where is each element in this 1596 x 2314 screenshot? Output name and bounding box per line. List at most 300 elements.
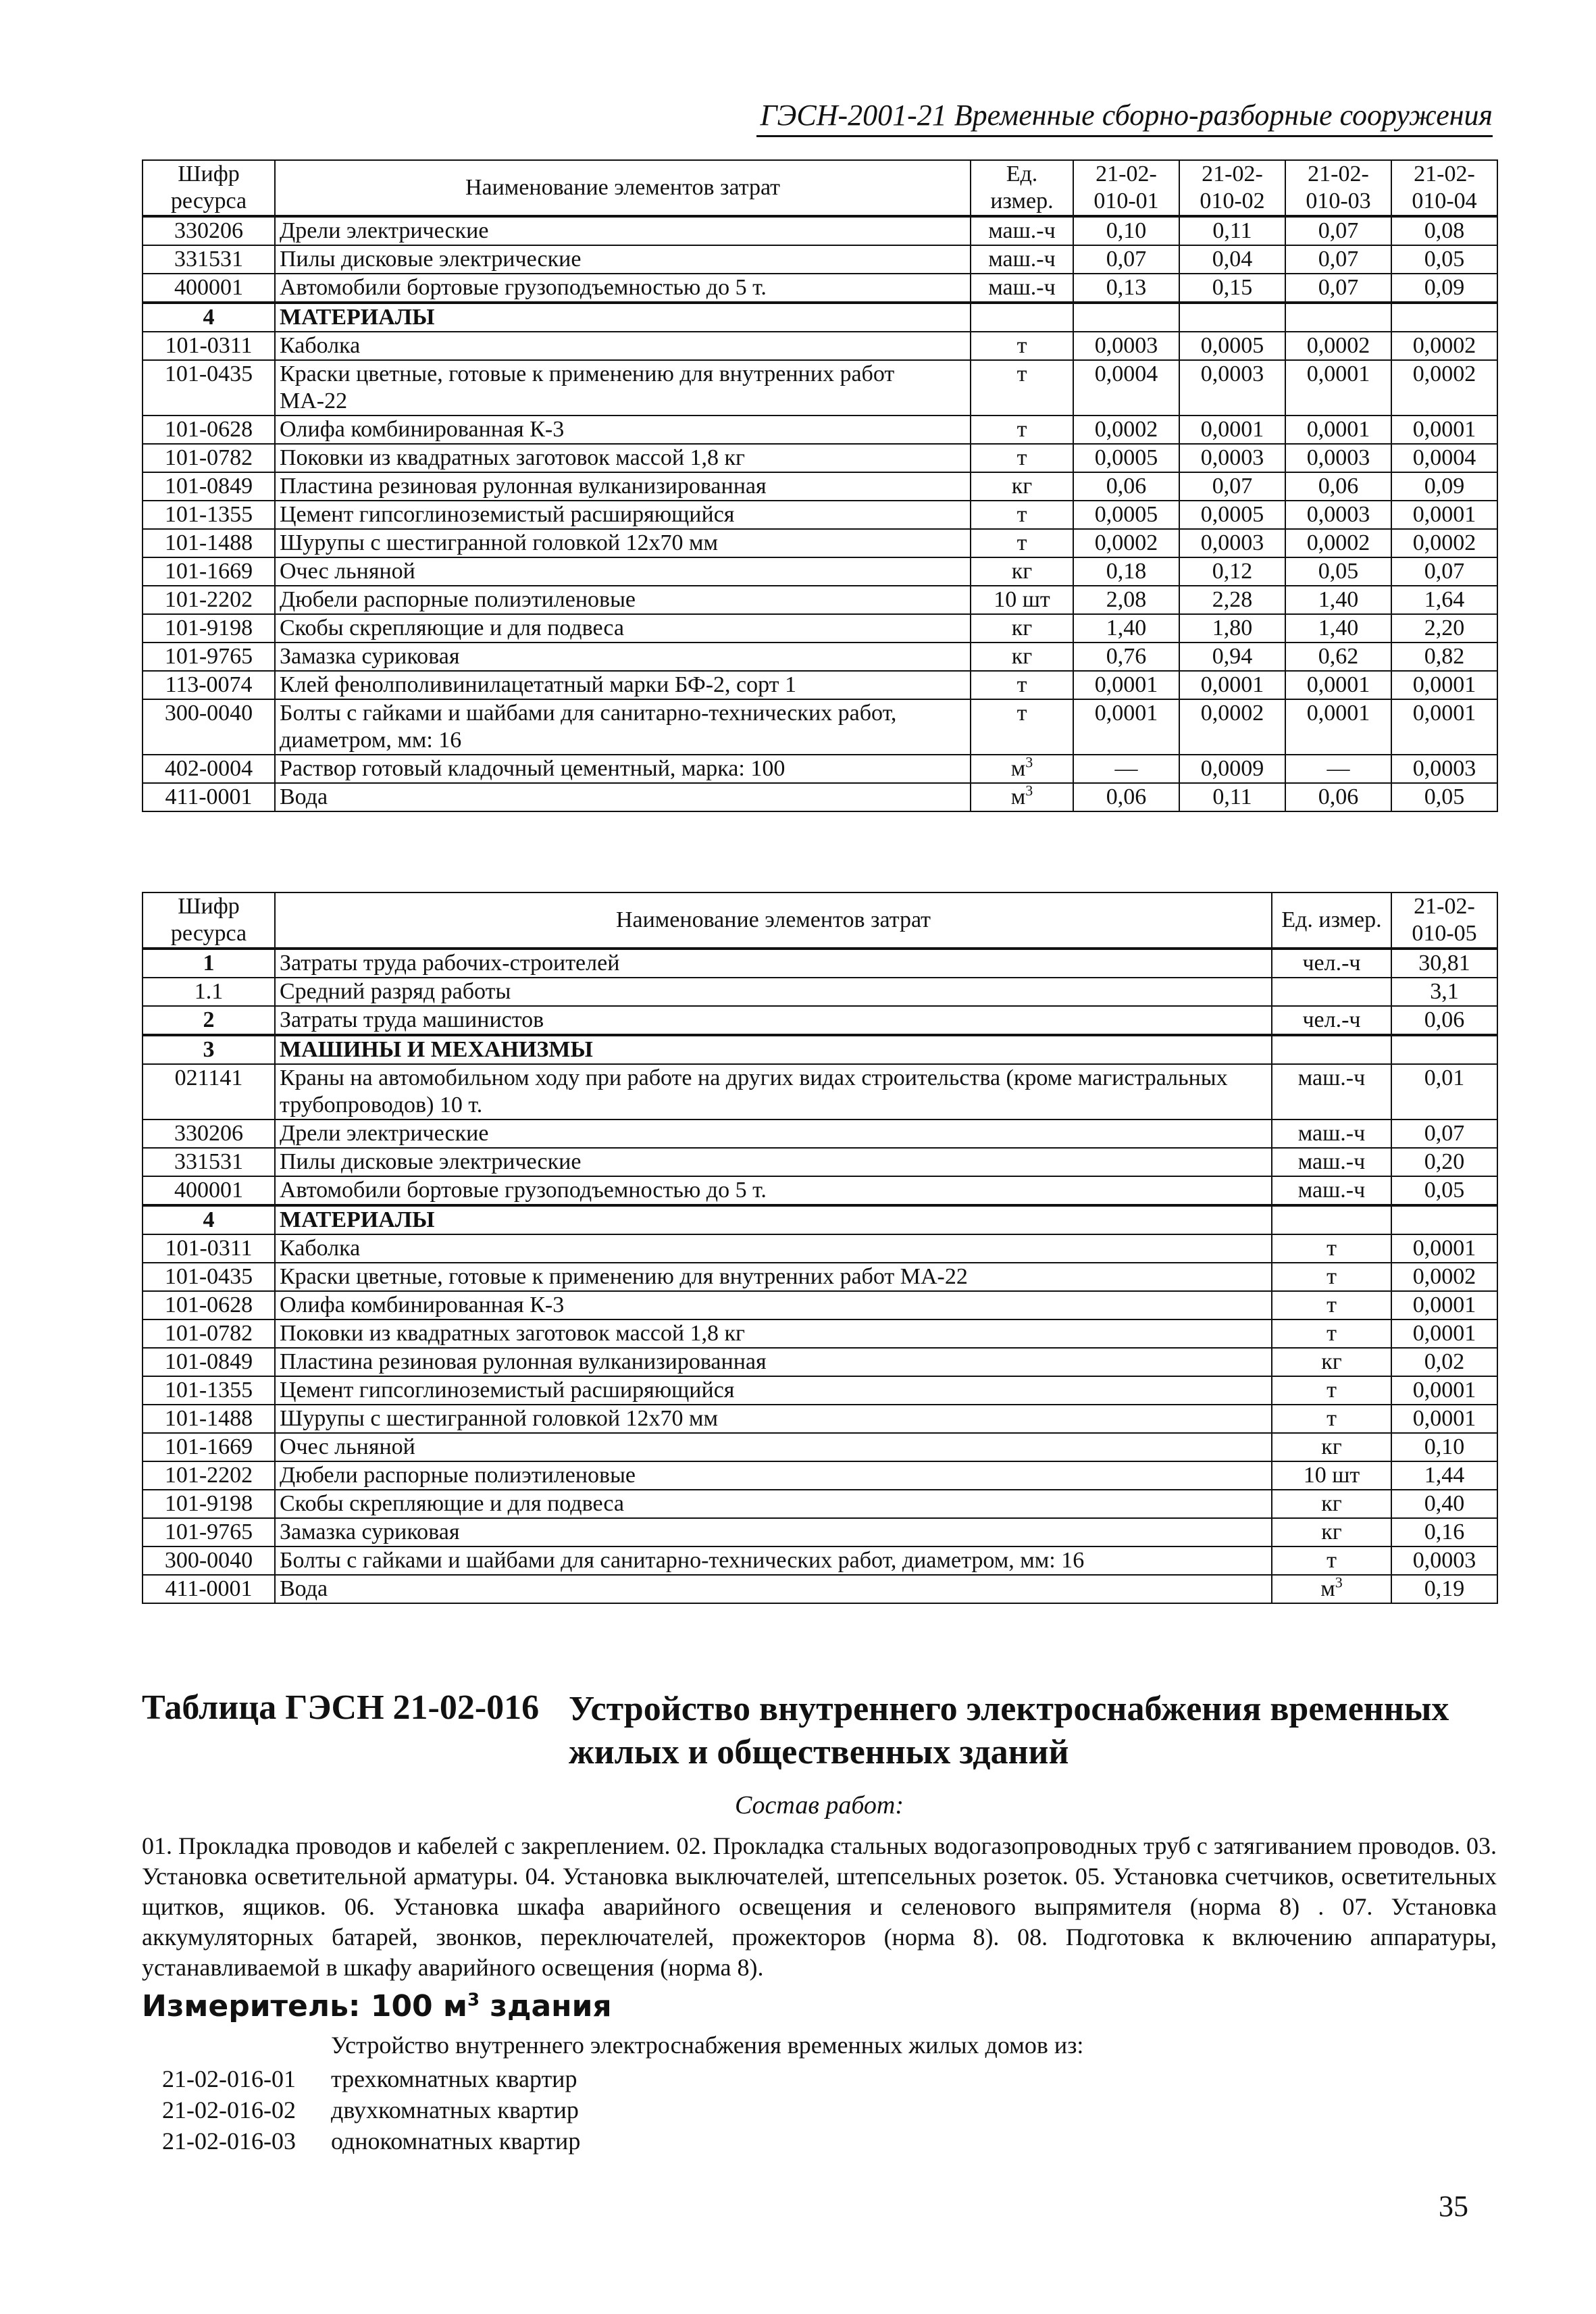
variant-desc: однокомнатных квартир [331, 2128, 581, 2155]
col-header-norm: 21-02-010-01 [1073, 160, 1179, 216]
unit-text: кг [1011, 644, 1033, 669]
norm-value: 0,0003 [1391, 755, 1497, 783]
unit-cell [1272, 1319, 1391, 1348]
norm-value: 0,12 [1179, 557, 1285, 586]
unit-cell [971, 303, 1073, 332]
norm-value: 0,0003 [1179, 444, 1285, 472]
resource-code: 1.1 [143, 978, 275, 1006]
unit-cell [1272, 1376, 1391, 1405]
norm-value: 0,0002 [1285, 529, 1391, 557]
resource-name: МАТЕРИАЛЫ [275, 303, 971, 332]
unit-text: маш.-ч [1297, 1178, 1366, 1203]
resource-name: Очес льняной [275, 557, 971, 586]
resource-name: Болты с гайками и шайбами для санитарно-технических работ, диаметром, мм: 16 [275, 1546, 1272, 1575]
norm-value [1073, 303, 1179, 332]
norm-value: 0,0002 [1179, 699, 1285, 755]
norm-value: 0,0003 [1179, 529, 1285, 557]
variant-desc: двухкомнатных квартир [331, 2096, 579, 2123]
norm-value: 0,0002 [1073, 416, 1179, 444]
norm-value: 0,0003 [1285, 444, 1391, 472]
norm-value: 0,0001 [1391, 1291, 1497, 1319]
table-row [143, 501, 1497, 529]
table-row [143, 978, 1497, 1006]
unit-text: кг [1321, 1434, 1342, 1459]
unit-text: т [1327, 1406, 1337, 1431]
norm-value: 0,06 [1073, 783, 1179, 811]
resource-code: 101-2202 [143, 1461, 275, 1490]
norm-value: 0,0001 [1285, 416, 1391, 444]
resource-code: 330206 [143, 216, 275, 245]
norm-value: 0,06 [1073, 472, 1179, 501]
unit-text: т [1327, 1378, 1337, 1403]
resource-name: Пилы дисковые электрические [275, 245, 971, 274]
unit-cell [1272, 1234, 1391, 1263]
measure-superscript: 3 [467, 1990, 480, 2011]
resource-name: Дюбели распорные полиэтиленовые [275, 1461, 1272, 1490]
resource-code: 1 [143, 949, 275, 978]
resource-code: 101-9765 [143, 1518, 275, 1546]
resource-name: Каболка [275, 1234, 1272, 1263]
resource-code: 101-1488 [143, 529, 275, 557]
unit-text: кг [1011, 474, 1033, 499]
resource-code: 021141 [143, 1064, 275, 1120]
resource-name: Олифа комбинированная К-3 [275, 416, 971, 444]
norm-value: 0,76 [1073, 643, 1179, 671]
unit-text: маш.-ч [988, 218, 1056, 243]
norm-value: 0,82 [1391, 643, 1497, 671]
unit-cell [971, 783, 1073, 811]
norm-value [1391, 1205, 1497, 1234]
col-header-unit: Ед. измер. [971, 160, 1073, 216]
unit-cell [971, 416, 1073, 444]
norm-value: 0,16 [1391, 1518, 1497, 1546]
unit-text: т [1016, 701, 1027, 726]
norm-value: 0,0003 [1073, 332, 1179, 360]
norm-value: 0,0003 [1391, 1546, 1497, 1575]
norm-value: 0,0001 [1391, 699, 1497, 755]
unit-cell [971, 671, 1073, 699]
norm-value: 1,80 [1179, 614, 1285, 643]
norm-value: 0,0001 [1285, 699, 1391, 755]
resource-name: Скобы скрепляющие и для подвеса [275, 614, 971, 643]
unit-text: м [1320, 1576, 1335, 1601]
variant-code: 21-02-016-01 [162, 2065, 296, 2092]
unit-text: маш.-ч [1297, 1121, 1366, 1146]
unit-text: т [1016, 361, 1027, 386]
norm-value: 0,05 [1285, 557, 1391, 586]
unit-cell [1272, 1064, 1391, 1120]
table-row [143, 360, 1497, 416]
resource-name: Цемент гипсоглиноземистый расширяющийся [275, 1376, 1272, 1405]
resource-code: 330206 [143, 1120, 275, 1148]
resource-code: 101-9198 [143, 614, 275, 643]
unit-superscript: 3 [1025, 755, 1033, 771]
resource-code: 411-0001 [143, 783, 275, 811]
unit-cell [1272, 1263, 1391, 1291]
norm-value: 0,0001 [1391, 501, 1497, 529]
resource-code: 300-0040 [143, 1546, 275, 1575]
unit-cell [1272, 1461, 1391, 1490]
col-header-norm: 21-02-010-04 [1391, 160, 1497, 216]
resource-name: Автомобили бортовые грузоподъемностью до 5 т. [275, 1176, 1272, 1205]
unit-cell [971, 216, 1073, 245]
resource-name: Скобы скрепляющие и для подвеса [275, 1490, 1272, 1518]
unit-text: т [1016, 445, 1027, 470]
col-header-code: Шифр ресурса [143, 160, 275, 216]
unit-superscript: 3 [1025, 783, 1033, 799]
resource-name: МАШИНЫ И МЕХАНИЗМЫ [275, 1035, 1272, 1064]
unit-cell [1272, 1433, 1391, 1461]
norm-value: 0,07 [1391, 557, 1497, 586]
table-row [143, 586, 1497, 614]
norm-value: 0,09 [1391, 274, 1497, 303]
resource-code: 101-1669 [143, 557, 275, 586]
unit-cell [971, 557, 1073, 586]
resource-code: 101-0628 [143, 1291, 275, 1319]
resource-name: Пластина резиновая рулонная вулканизированная [275, 1348, 1272, 1376]
unit-cell [971, 614, 1073, 643]
resource-name: Поковки из квадратных заготовок массой 1,8 кг [275, 1319, 1272, 1348]
col-header-name: Наименование элементов затрат [275, 892, 1272, 949]
norm-value: 30,81 [1391, 949, 1497, 978]
resource-code: 400001 [143, 1176, 275, 1205]
unit-text: м [1010, 756, 1026, 781]
unit-cell [971, 643, 1073, 671]
resource-table-1 [142, 159, 1498, 812]
unit-cell [1272, 1035, 1391, 1064]
resource-name: Средний разряд работы [275, 978, 1272, 1006]
unit-cell [1272, 1518, 1391, 1546]
table-row [143, 1518, 1497, 1546]
norm-value: 0,0001 [1391, 1376, 1497, 1405]
resource-code: 101-9198 [143, 1490, 275, 1518]
resource-name: Шурупы с шестигранной головкой 12х70 мм [275, 1405, 1272, 1433]
unit-text: кг [1011, 559, 1033, 584]
norm-value: 0,06 [1391, 1006, 1497, 1035]
resource-code: 101-2202 [143, 586, 275, 614]
table-row [143, 557, 1497, 586]
norm-value: 0,05 [1391, 245, 1497, 274]
norm-value: 0,0002 [1285, 332, 1391, 360]
unit-cell [971, 699, 1073, 755]
table-row [143, 1148, 1497, 1176]
works-heading: Состав работ: [734, 1791, 904, 1819]
variant-desc: трехкомнатных квартир [331, 2065, 577, 2092]
resource-name: Затраты труда рабочих-строителей [275, 949, 1272, 978]
norm-value: 0,0001 [1179, 671, 1285, 699]
norm-value: 0,02 [1391, 1348, 1497, 1376]
resource-code: 4 [143, 1205, 275, 1234]
table-row [143, 1405, 1497, 1433]
unit-cell [1272, 978, 1391, 1006]
unit-text: 10 шт [1303, 1463, 1360, 1488]
unit-text: т [1327, 1548, 1337, 1573]
norm-value: 0,18 [1073, 557, 1179, 586]
unit-cell [971, 332, 1073, 360]
norm-value: 0,0002 [1391, 332, 1497, 360]
col-header-code: Шифр ресурса [143, 892, 275, 949]
table-title: Устройство внутреннего электроснабжения временных жилых и общественных зданий [569, 1690, 1449, 1771]
resource-name: Шурупы с шестигранной головкой 12х70 мм [275, 529, 971, 557]
unit-text: т [1016, 333, 1027, 358]
norm-value [1391, 303, 1497, 332]
section-row [143, 303, 1497, 332]
table-row [143, 332, 1497, 360]
unit-text: чел.-ч [1302, 951, 1361, 976]
norm-value: 0,0003 [1179, 360, 1285, 416]
table-row [143, 1490, 1497, 1518]
resource-code: 101-0311 [143, 1234, 275, 1263]
norm-value: 0,0001 [1073, 671, 1179, 699]
resource-code: 101-1355 [143, 1376, 275, 1405]
unit-text: 10 шт [994, 587, 1050, 612]
norm-value: 0,19 [1391, 1575, 1497, 1603]
norm-value: 0,0002 [1073, 529, 1179, 557]
table-row [143, 1263, 1497, 1291]
measure-suffix: здания [490, 1989, 612, 2023]
norm-value: 0,07 [1285, 245, 1391, 274]
resource-code: 101-1355 [143, 501, 275, 529]
norm-value: 0,0002 [1391, 360, 1497, 416]
norm-value: 0,07 [1285, 216, 1391, 245]
table-row [143, 783, 1497, 811]
resource-name: Каболка [275, 332, 971, 360]
resource-code: 101-1669 [143, 1433, 275, 1461]
table-row [143, 1348, 1497, 1376]
unit-cell [1272, 1546, 1391, 1575]
table-row [143, 416, 1497, 444]
norm-value: 0,0001 [1391, 671, 1497, 699]
col-header-norm: 21-02-010-03 [1285, 160, 1391, 216]
unit-cell [1272, 1405, 1391, 1433]
resource-code: 101-0782 [143, 1319, 275, 1348]
unit-cell [1272, 1490, 1391, 1518]
norm-value: 0,11 [1179, 783, 1285, 811]
norm-value: 0,0003 [1285, 501, 1391, 529]
table-row [143, 643, 1497, 671]
norm-value: 0,0005 [1073, 444, 1179, 472]
norm-value: 2,08 [1073, 586, 1179, 614]
resource-name: Цемент гипсоглиноземистый расширяющийся [275, 501, 971, 529]
resource-code: 3 [143, 1035, 275, 1064]
unit-text: т [1327, 1292, 1337, 1317]
resource-name: МАТЕРИАЛЫ [275, 1205, 1272, 1234]
norm-value [1179, 303, 1285, 332]
norm-value: 0,07 [1285, 274, 1391, 303]
unit-cell [1272, 1348, 1391, 1376]
resource-code: 113-0074 [143, 671, 275, 699]
unit-text: кг [1321, 1349, 1342, 1374]
resource-code: 101-9765 [143, 643, 275, 671]
unit-text: маш.-ч [1297, 1149, 1366, 1174]
unit-text: кг [1321, 1491, 1342, 1516]
norm-value: 0,0001 [1073, 699, 1179, 755]
norm-value: 0,94 [1179, 643, 1285, 671]
resource-name: Затраты труда машинистов [275, 1006, 1272, 1035]
unit-text: кг [1321, 1519, 1342, 1544]
page-number: 35 [1439, 2190, 1468, 2223]
variant-code: 21-02-016-02 [162, 2096, 296, 2123]
table-row [143, 216, 1497, 245]
norm-value: 0,0002 [1391, 529, 1497, 557]
resource-name: Болты с гайками и шайбами для санитарно-технических работ, диаметром, мм: 16 [275, 699, 971, 755]
measure-prefix: Измеритель: 100 м [142, 1989, 467, 2023]
unit-cell [1272, 1205, 1391, 1234]
unit-text: м [1010, 784, 1026, 809]
norm-value: 0,13 [1073, 274, 1179, 303]
section-row [143, 1205, 1497, 1234]
table-row [143, 699, 1497, 755]
norm-value: 0,0005 [1073, 501, 1179, 529]
unit-cell [971, 274, 1073, 303]
table-row [143, 1433, 1497, 1461]
resource-name: Замазка суриковая [275, 1518, 1272, 1546]
unit-superscript: 3 [1335, 1575, 1343, 1591]
unit-text: т [1327, 1236, 1337, 1261]
resource-code: 101-1488 [143, 1405, 275, 1433]
unit-text: маш.-ч [988, 275, 1056, 300]
table-row [143, 1234, 1497, 1263]
unit-text: маш.-ч [1297, 1065, 1366, 1090]
resource-name: Очес льняной [275, 1433, 1272, 1461]
table-row [143, 1120, 1497, 1148]
norm-value: 0,0001 [1179, 416, 1285, 444]
norm-value: 0,08 [1391, 216, 1497, 245]
resource-code: 300-0040 [143, 699, 275, 755]
resource-name: Краны на автомобильном ходу при работе на других видах строительства (кроме магистральных трубопроводов) 10 т. [275, 1064, 1272, 1120]
table-row [143, 274, 1497, 303]
table-row [143, 1575, 1497, 1603]
table-label: Таблица ГЭСН 21-02-016 [142, 1688, 540, 1727]
norm-value: 0,05 [1391, 1176, 1497, 1205]
table-row [143, 444, 1497, 472]
unit-cell [1272, 1148, 1391, 1176]
resource-code: 101-0628 [143, 416, 275, 444]
norm-value: 0,07 [1073, 245, 1179, 274]
norm-value [1285, 303, 1391, 332]
norm-value: 0,07 [1179, 472, 1285, 501]
unit-cell [971, 586, 1073, 614]
norm-value: 0,01 [1391, 1064, 1497, 1120]
norm-value: 0,0002 [1391, 1263, 1497, 1291]
unit-cell [1272, 1176, 1391, 1205]
col-header-name: Наименование элементов затрат [275, 160, 971, 216]
unit-cell [971, 444, 1073, 472]
table-row [143, 1461, 1497, 1490]
resource-code: 101-0435 [143, 360, 275, 416]
table-row [143, 1546, 1497, 1575]
norm-value: 0,0004 [1391, 444, 1497, 472]
table-row [143, 1176, 1497, 1205]
resource-name: Раствор готовый кладочный цементный, марка: 100 [275, 755, 971, 783]
unit-cell [971, 245, 1073, 274]
table-row [143, 671, 1497, 699]
resource-code: 402-0004 [143, 755, 275, 783]
resource-code: 101-0849 [143, 1348, 275, 1376]
resource-code: 101-0435 [143, 1263, 275, 1291]
norm-value: 0,0004 [1073, 360, 1179, 416]
section-row [143, 1035, 1497, 1064]
resource-name: Пилы дисковые электрические [275, 1148, 1272, 1176]
norm-value: 0,0001 [1391, 1234, 1497, 1263]
resource-name: Дюбели распорные полиэтиленовые [275, 586, 971, 614]
norm-value: 0,40 [1391, 1490, 1497, 1518]
norm-value: 1,40 [1285, 614, 1391, 643]
norm-value: 0,06 [1285, 783, 1391, 811]
variants-title: Устройство внутреннего электроснабжения временных жилых домов из: [331, 2032, 1084, 2059]
norm-value: 0,0001 [1391, 1405, 1497, 1433]
col-header-norm: 21-02-010-05 [1391, 892, 1497, 949]
resource-code: 400001 [143, 274, 275, 303]
norm-value: 0,04 [1179, 245, 1285, 274]
unit-text: т [1327, 1321, 1337, 1346]
table-row [143, 1006, 1497, 1035]
unit-cell [971, 501, 1073, 529]
norm-value: 0,0001 [1285, 360, 1391, 416]
norm-value: 0,09 [1391, 472, 1497, 501]
norm-value: 0,20 [1391, 1148, 1497, 1176]
table-row [143, 472, 1497, 501]
unit-cell [971, 755, 1073, 783]
table-row [143, 245, 1497, 274]
norm-value: 0,0009 [1179, 755, 1285, 783]
resource-code: 101-0782 [143, 444, 275, 472]
unit-text: т [1016, 672, 1027, 697]
norm-value: 0,15 [1179, 274, 1285, 303]
norm-value: 1,64 [1391, 586, 1497, 614]
col-header-unit: Ед. измер. [1272, 892, 1391, 949]
resource-code: 331531 [143, 245, 275, 274]
table-row [143, 949, 1497, 978]
resource-code: 101-0849 [143, 472, 275, 501]
variant-code: 21-02-016-03 [162, 2128, 296, 2155]
unit-text: т [1016, 417, 1027, 442]
table-row [143, 614, 1497, 643]
resource-name: Дрели электрические [275, 216, 971, 245]
unit-cell [971, 472, 1073, 501]
page-header: ГЭСН-2001-21 Временные сборно-разборные сооружения [756, 100, 1493, 137]
norm-value: — [1285, 755, 1391, 783]
resource-name: Краски цветные, готовые к применению для внутренних работ МА-22 [275, 1263, 1272, 1291]
works-text: 01. Прокладка проводов и кабелей с закреплением. 02. Прокладка стальных водогазопроводных труб с затягиванием проводов. 03. Установка осветительной арматуры. 04. Установка выключателей, штепсельных розеток. 05. Установка счетчиков, осветительных щитков, ящиков. 06. Установка шкафа аварийного освещения и селенового выпрямителя (норма 8) . 07. Установка аккумуляторных батарей, звонков, переключателей, прожекторов (норма 8). 08. Подготовка к включению аппаратуры, устанавливаемой в шкафу аварийного освещения (норма 8). [142, 1832, 1497, 1981]
table-row [143, 755, 1497, 783]
norm-value: 1,44 [1391, 1461, 1497, 1490]
resource-table-2 [142, 892, 1498, 1604]
norm-value [1391, 1035, 1497, 1064]
norm-value: 0,0001 [1285, 671, 1391, 699]
resource-name: Замазка суриковая [275, 643, 971, 671]
unit-cell [971, 360, 1073, 416]
norm-value: 2,28 [1179, 586, 1285, 614]
table-row [143, 1064, 1497, 1120]
norm-value: 0,62 [1285, 643, 1391, 671]
resource-code: 101-0311 [143, 332, 275, 360]
norm-value: 0,0005 [1179, 501, 1285, 529]
norm-value: 0,0001 [1391, 1319, 1497, 1348]
table-row [143, 529, 1497, 557]
norm-value: 2,20 [1391, 614, 1497, 643]
unit-text: кг [1011, 615, 1033, 640]
resource-name: Вода [275, 1575, 1272, 1603]
unit-text: чел.-ч [1302, 1007, 1361, 1032]
norm-value: 0,0005 [1179, 332, 1285, 360]
measure-unit [142, 1989, 612, 2023]
resource-name: Дрели электрические [275, 1120, 1272, 1148]
resource-name: Олифа комбинированная К-3 [275, 1291, 1272, 1319]
unit-text: т [1327, 1264, 1337, 1289]
resource-name: Клей фенолполивинилацетатный марки БФ-2, сорт 1 [275, 671, 971, 699]
resource-code: 4 [143, 303, 275, 332]
